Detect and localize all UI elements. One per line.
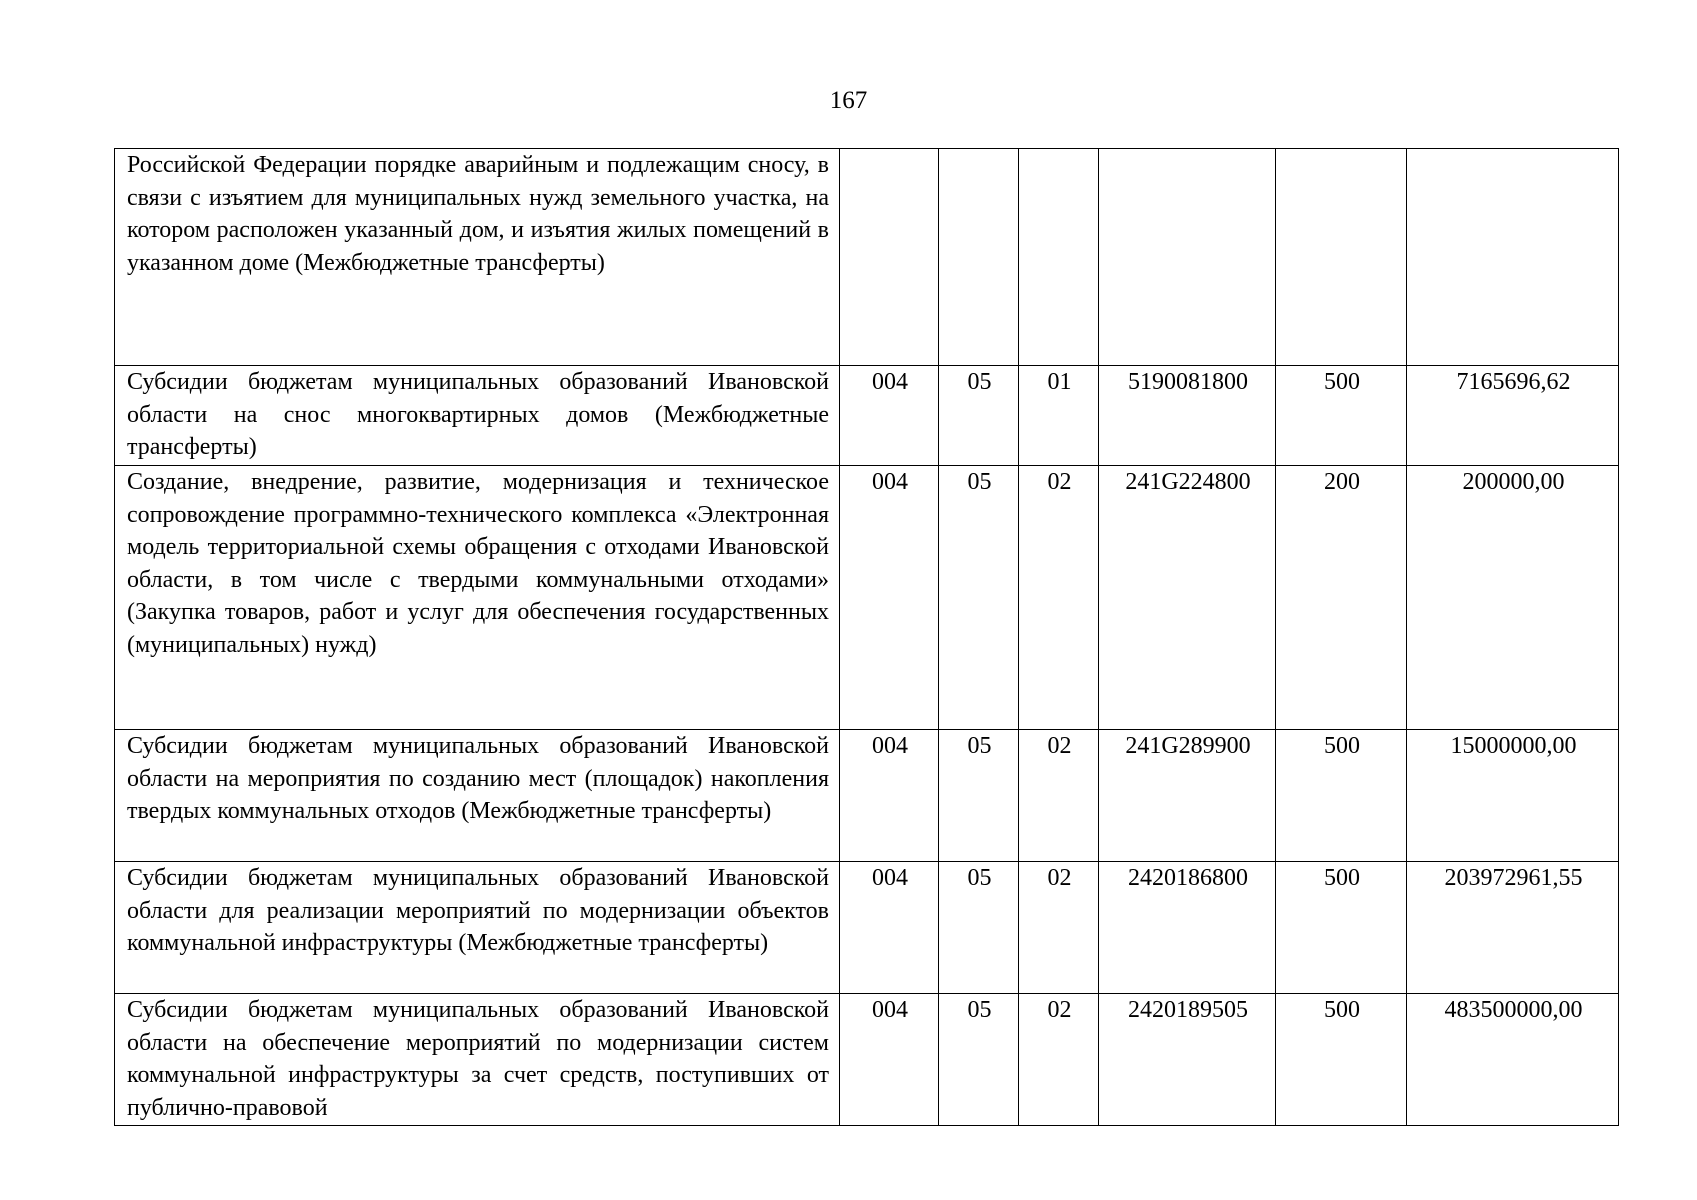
- row-description: Создание, внедрение, развитие, модернизация и техническое сопровождение программно-технического комплекса «Электронная модель территориальной схемы обращения с отходами Ивановской области, в том числе с твердыми коммунальными отходами» (Закупка товаров, работ и услуг для обеспечения государственных (муниципальных) нужд): [115, 466, 840, 730]
- row-grbs-code: 004: [840, 466, 939, 730]
- row-subsection-code: 02: [1019, 466, 1099, 730]
- row-section-code: 05: [939, 994, 1019, 1126]
- row-description: Российской Федерации порядке аварийным и подлежащим сносу, в связи с изъятием для муниципальных нужд земельного участка, на котором расположен указанный дом, и изъятия жилых помещений в указанном доме (Межбюджетные трансферты): [115, 149, 840, 366]
- row-amount: 15000000,00: [1407, 730, 1619, 862]
- row-section-code: 05: [939, 466, 1019, 730]
- row-amount: 200000,00: [1407, 466, 1619, 730]
- row-description: Субсидии бюджетам муниципальных образований Ивановской области для реализации мероприятий по модернизации объектов коммунальной инфраструктуры (Межбюджетные трансферты): [115, 862, 840, 994]
- table-row: [115, 149, 1619, 366]
- row-target-article: 2420189505: [1099, 994, 1276, 1126]
- row-expense-type: 500: [1276, 366, 1407, 466]
- row-expense-type: 500: [1276, 730, 1407, 862]
- row-target-article: 2420186800: [1099, 862, 1276, 994]
- row-target-article: 5190081800: [1099, 366, 1276, 466]
- row-description: Субсидии бюджетам муниципальных образований Ивановской области на снос многоквартирных домов (Межбюджетные трансферты): [115, 366, 840, 466]
- table-row: [115, 366, 1619, 466]
- table-row: [115, 994, 1619, 1126]
- row-expense-type: [1276, 149, 1407, 366]
- row-description: Субсидии бюджетам муниципальных образований Ивановской области на мероприятия по созданию мест (площадок) накопления твердых коммунальных отходов (Межбюджетные трансферты): [115, 730, 840, 862]
- row-subsection-code: [1019, 149, 1099, 366]
- row-target-article: 241G289900: [1099, 730, 1276, 862]
- table-row: [115, 730, 1619, 862]
- row-amount: 203972961,55: [1407, 862, 1619, 994]
- table-row: [115, 466, 1619, 730]
- row-subsection-code: 02: [1019, 994, 1099, 1126]
- row-amount: 483500000,00: [1407, 994, 1619, 1126]
- row-grbs-code: 004: [840, 862, 939, 994]
- row-section-code: 05: [939, 366, 1019, 466]
- row-grbs-code: 004: [840, 994, 939, 1126]
- row-grbs-code: 004: [840, 730, 939, 862]
- row-amount: 7165696,62: [1407, 366, 1619, 466]
- row-section-code: 05: [939, 730, 1019, 862]
- row-subsection-code: 02: [1019, 862, 1099, 994]
- row-section-code: [939, 149, 1019, 366]
- row-section-code: 05: [939, 862, 1019, 994]
- row-expense-type: 200: [1276, 466, 1407, 730]
- page-number: 167: [829, 87, 868, 114]
- budget-table: [114, 148, 1619, 1126]
- row-target-article: 241G224800: [1099, 466, 1276, 730]
- row-target-article: [1099, 149, 1276, 366]
- row-subsection-code: 01: [1019, 366, 1099, 466]
- row-grbs-code: 004: [840, 366, 939, 466]
- row-amount: [1407, 149, 1619, 366]
- row-description: Субсидии бюджетам муниципальных образований Ивановской области на обеспечение мероприятий по модернизации систем коммунальной инфраструктуры за счет средств, поступивших от публично-правовой: [115, 994, 840, 1126]
- table-row: [115, 862, 1619, 994]
- row-grbs-code: [840, 149, 939, 366]
- row-expense-type: 500: [1276, 862, 1407, 994]
- row-expense-type: 500: [1276, 994, 1407, 1126]
- row-subsection-code: 02: [1019, 730, 1099, 862]
